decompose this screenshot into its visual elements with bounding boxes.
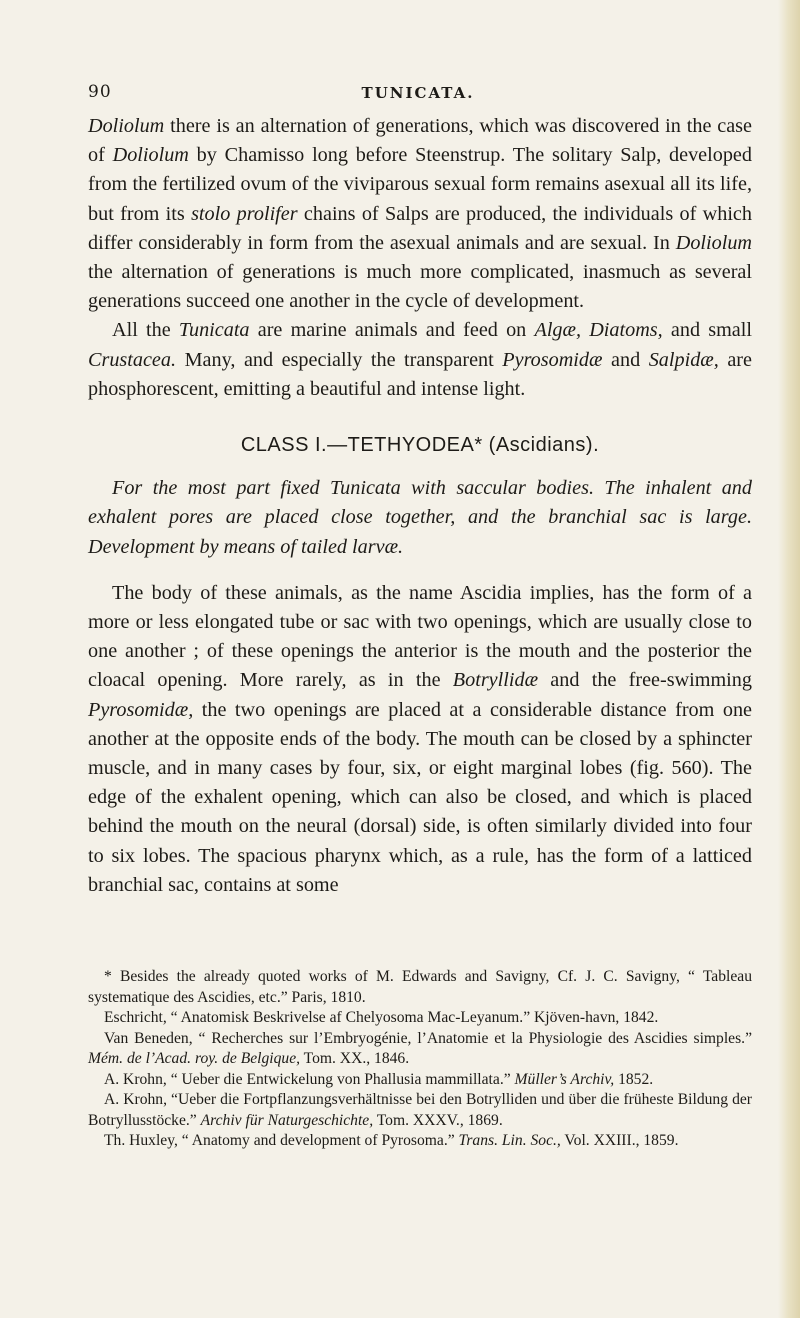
text-run: are marine animals and feed on [249,319,535,342]
running-head: TUNICATA. [361,84,475,102]
footnote [88,1070,752,1091]
text-run: Th. Huxley, “ Anatomy and development of Pyrosoma.” [104,1132,459,1149]
footnote [88,1008,752,1029]
italic-text-run: Doliolum [112,144,189,167]
body-text [88,112,752,900]
italic-text-run: Tunicata [178,319,250,342]
italic-text-run: stolo prolifer [191,202,298,225]
text-run: Vol. XXIII., 1859. [560,1132,679,1149]
paragraph [88,112,752,316]
text-run: Eschricht, “ Anatomisk Beskrivelse af Chelyosoma Mac-Leyanum.” Kjöven-havn, 1842. [104,1009,659,1026]
text-run: the two openings are placed at a considerable distance from one another at the opposite ends of the body. The mouth can be closed by a sphincter muscle, and in many cases by four, six, or eight marginal lobes (fig. 560). The edge of the exhalent opening, which can also be closed, and which is placed behind the mouth on the neural (dorsal) side, is often similarly divided into four to six lobes. The spacious pharynx which, as a rule, has the form of a latticed branchial sac, contains at some [88,698,752,896]
italic-text-run: Salpidæ, [648,348,719,371]
italic-text-run: Pyrosomidæ [502,348,603,371]
text-run: are phosphorescent, emitting a beautiful and intense light. [88,348,752,400]
italic-text-run: Algæ, Diatoms, [534,319,663,342]
text-run: A. Krohn, “Ueber die Fortpflanzungsverhältnisse bei den Botrylliden und über die früheste Bildung der Botryllusstöcke.” [88,1091,752,1129]
footnotes [88,967,752,1152]
italic-text-run: Crustacea. [88,348,177,371]
page-number: 90 [88,82,112,102]
text-run: Tom. XX., 1846. [300,1050,410,1067]
paragraph [88,316,752,404]
italic-text-run: Pyrosomidæ, [88,698,194,721]
text-run: and [602,348,649,371]
page-edge-shading [778,0,800,1318]
footnote [88,1131,752,1152]
italic-text-run: Doliolum [88,115,165,137]
page-header [88,82,748,108]
class-heading: CLASS I.—TETHYODEA* (Ascidians). [240,434,600,457]
text-run: All the [112,319,179,342]
text-run: there is an alternation of generations, which was discovered in the case of [88,115,752,167]
italic-text-run: Botryllidæ [452,669,539,692]
text-run: The body of these animals, as the name Ascidia implies, has the form of a more or less elongated tube or sac with two openings, which are usually close to one another ; of these openings the anterior is the mouth and the posterior the cloacal opening. More rarely, as in the [88,581,752,692]
footnote [88,1090,752,1131]
paragraph [88,579,752,900]
text-run: chains of Salps are produced, the individuals of which differ considerably in form from the asexual animals and are sexual. In [88,202,752,254]
text-run: A. Krohn, “ Ueber die Entwickelung von Phallusia mammillata.” [104,1070,515,1088]
italic-text-run: Doliolum [675,231,752,254]
class-diagnosis [88,474,752,562]
text-run: 1852. [614,1070,654,1088]
footnote [88,1029,752,1070]
italic-text-run: Mém. de l’Acad. roy. de Belgique, [88,1050,301,1067]
footnote [88,967,752,1008]
italic-text-run: Müller’s Archiv, [514,1070,615,1088]
text-run: and small [662,319,752,342]
text-run: Many, and especially the transparent [176,348,503,371]
text-run: and the free-swimming [538,669,752,692]
text-run: by Chamisso long before Steenstrup. The solitary Salp, developed from the fertilized ovum of the viviparous sexual form remains asexual all its life, but from its [88,144,752,225]
text-run: the alternation of generations is much more complicated, inasmuch as several generations succeed one another in the cycle of development. [88,261,752,313]
text-run: Tom. XXXV., 1869. [373,1111,503,1129]
italic-text-run: Trans. Lin. Soc., [458,1132,561,1149]
text-run: * Besides the already quoted works of M. Edwards and Savigny, Cf. J. C. Savigny, “ Tableau systematique des Ascidies, etc.” Paris, 1810. [88,968,752,1006]
italic-text-run: For the most part fixed Tunicata with saccular bodies. The inhalent and exhalent pores are placed close together, and the branchial sac is large. Development by means of tailed larvæ. [88,477,752,558]
text-run: Van Beneden, “ Recherches sur l’Embryogénie, l’Anatomie et la Physiologie des Ascidies simples.” [104,1029,752,1047]
italic-text-run: Archiv für Naturgeschichte, [200,1111,374,1129]
